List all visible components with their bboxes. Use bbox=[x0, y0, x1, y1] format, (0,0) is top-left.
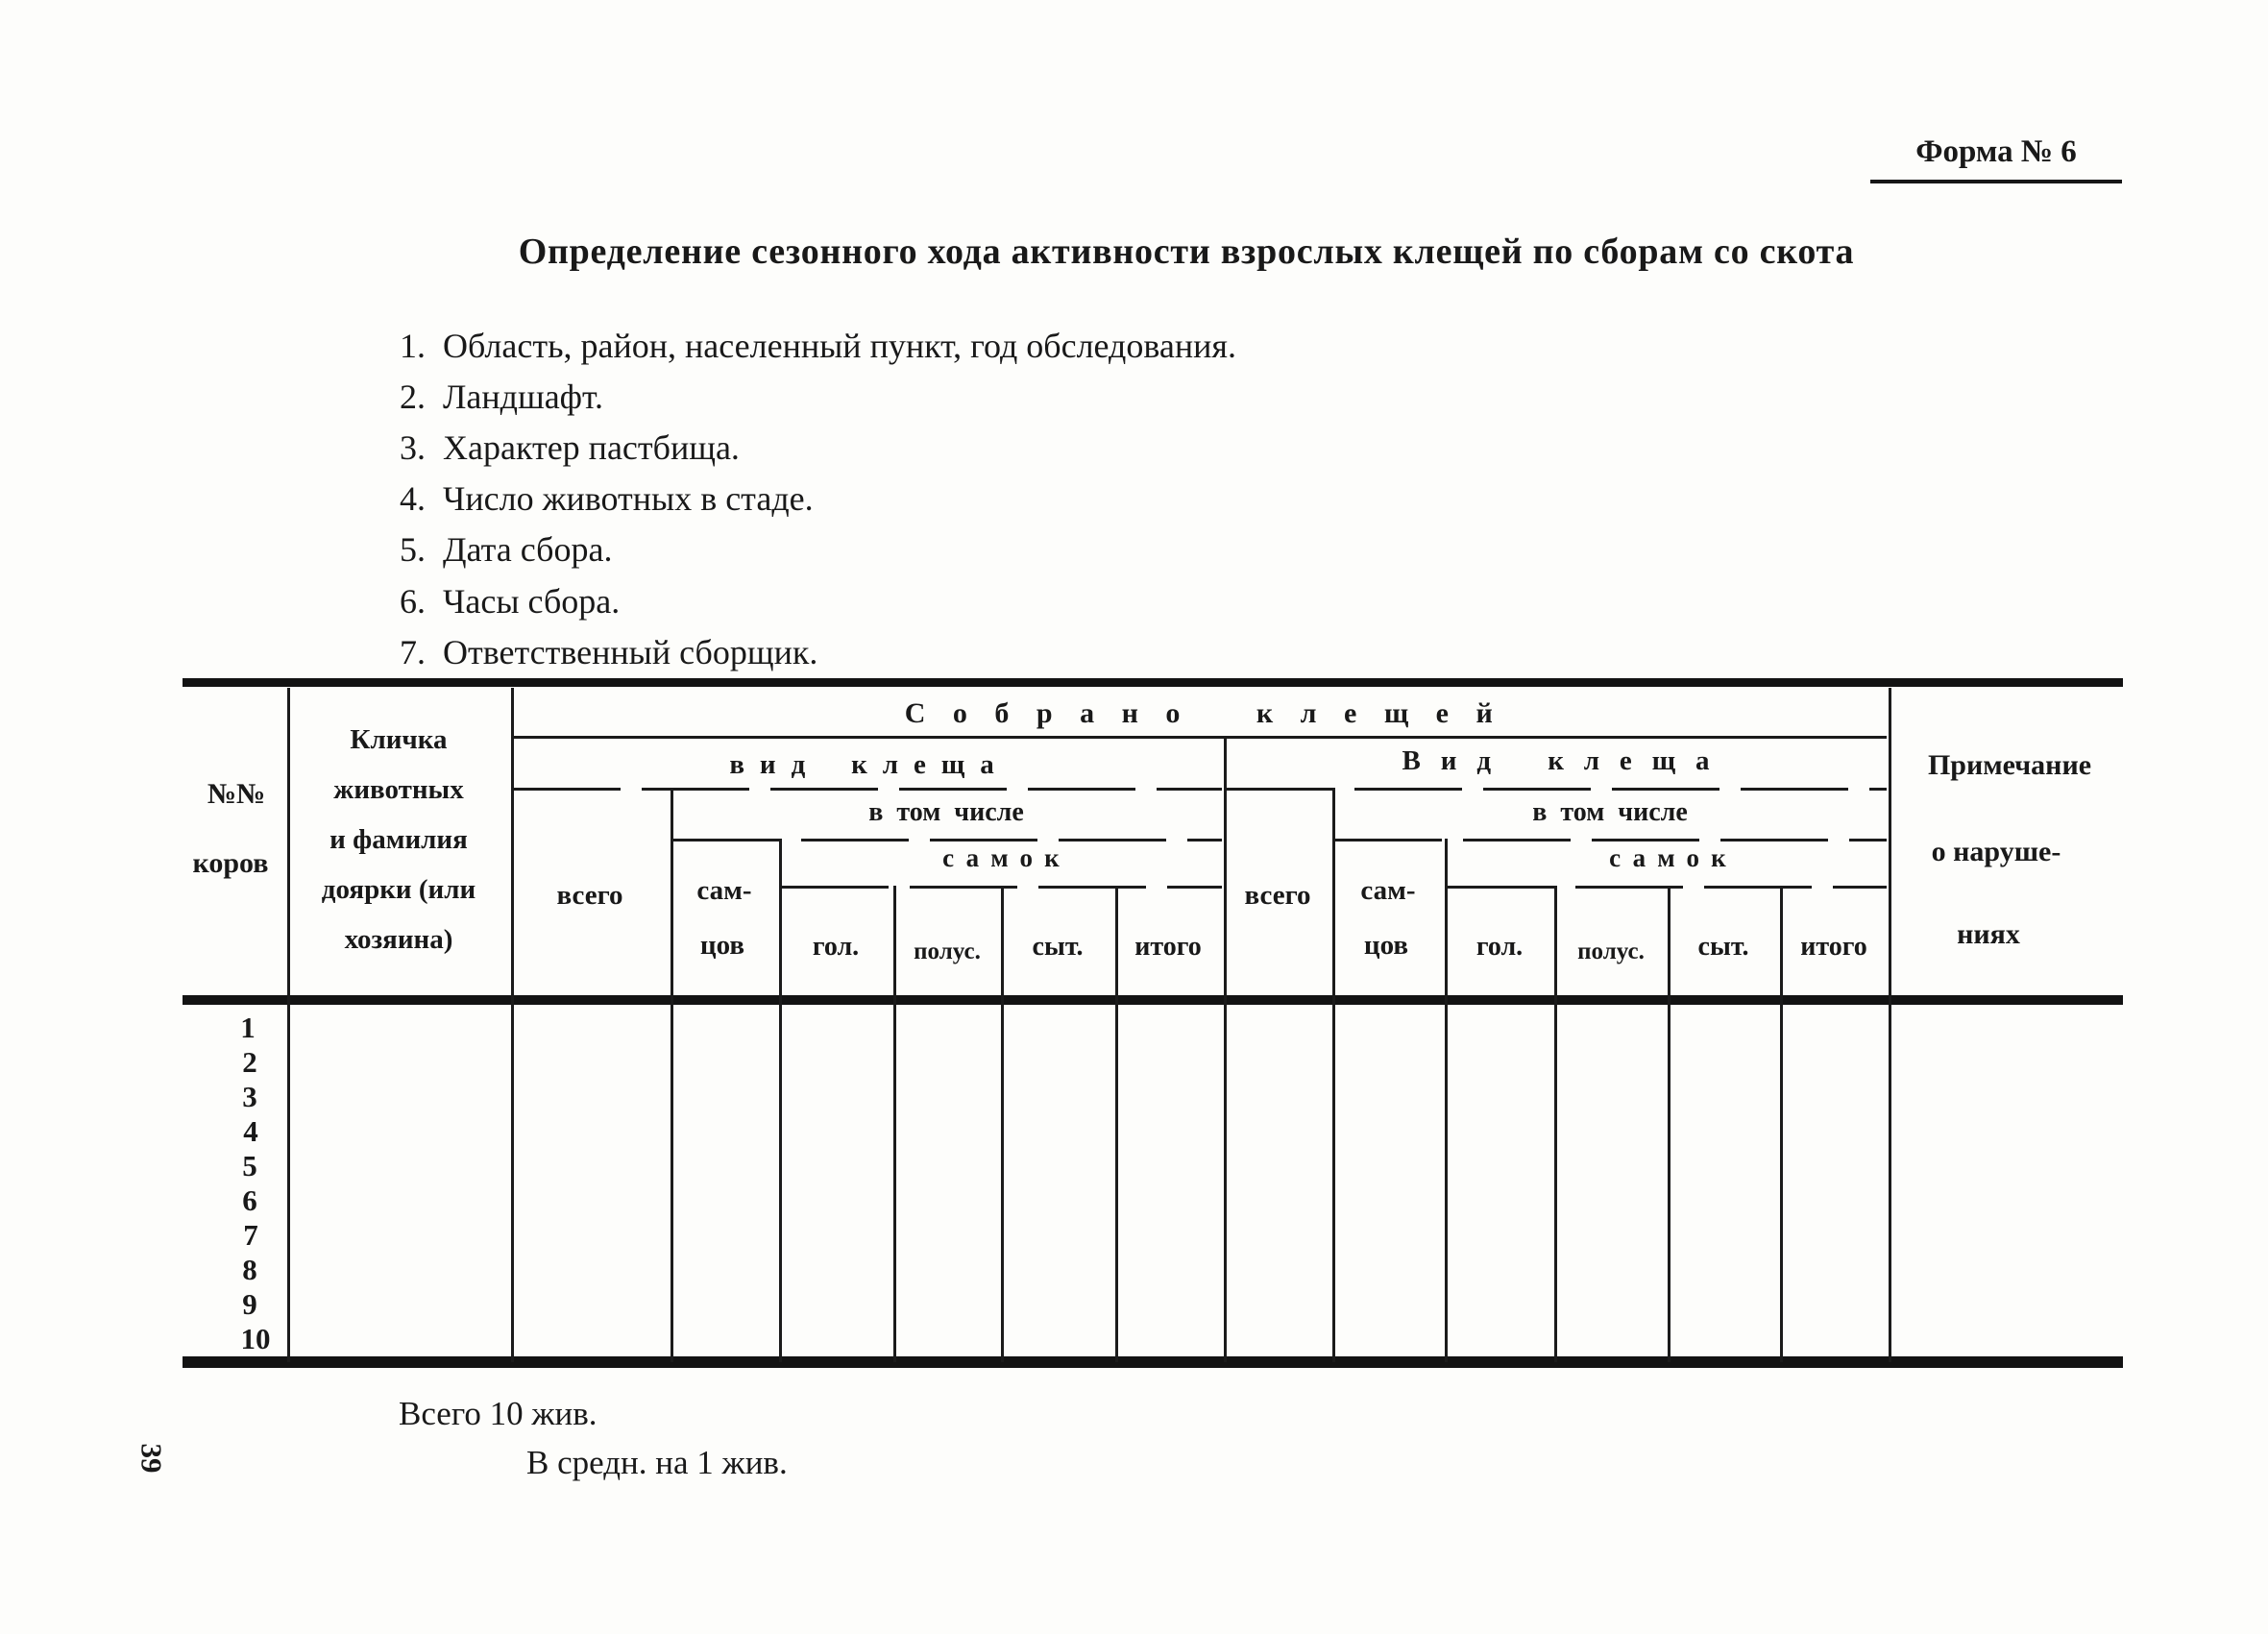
list-item-text: Область, район, населенный пункт, год обследования. bbox=[443, 327, 1236, 365]
col-header-subtotal-right: итого bbox=[1800, 932, 1867, 962]
list-item-number: 2. bbox=[400, 378, 426, 416]
row-number: 7 bbox=[243, 1218, 258, 1252]
header-collected: Собрано клещей bbox=[904, 697, 1521, 729]
column-line bbox=[287, 688, 290, 1362]
column-line bbox=[1001, 886, 1004, 1362]
list-item-text: Дата сбора. bbox=[443, 530, 613, 569]
header-females-right: самок bbox=[1609, 843, 1738, 872]
column-line bbox=[1445, 839, 1448, 1362]
header-num-col-line1: №№ bbox=[207, 778, 266, 810]
list-item bbox=[379, 581, 620, 622]
column-line bbox=[1115, 886, 1118, 1362]
header-species-left: вид клеща bbox=[729, 749, 1010, 780]
row-number: 8 bbox=[242, 1253, 257, 1286]
list-item-number: 7. bbox=[400, 633, 426, 671]
page-number: 39 bbox=[134, 1443, 169, 1474]
form-title: Определение сезонного хода активности взрослых клещей по сборам со скота bbox=[518, 232, 1855, 272]
rule-under-females-right bbox=[1447, 886, 1887, 889]
header-name-col-line: и фамилия bbox=[329, 824, 468, 855]
table-header-bottom-rule bbox=[183, 995, 2123, 1005]
form-number-label: Форма № 6 bbox=[1870, 134, 2122, 183]
rule-under-including-left bbox=[672, 839, 1222, 841]
column-line bbox=[1224, 736, 1227, 1362]
header-name-col-line: доярки (или bbox=[321, 874, 476, 905]
list-item-text: Ландшафт. bbox=[443, 378, 604, 416]
header-name-col-line: хозяина) bbox=[344, 924, 453, 955]
col-header-engorged-right: сыт. bbox=[1697, 932, 1749, 962]
col-header-males-right-bottom: цов bbox=[1363, 930, 1409, 961]
row-number: 6 bbox=[242, 1183, 257, 1217]
col-header-hungry-right: гол. bbox=[1475, 932, 1524, 962]
column-line bbox=[1889, 688, 1891, 1362]
col-header-halffed-left: полус. bbox=[914, 939, 981, 964]
row-number: 1 bbox=[240, 1011, 256, 1044]
list-item-text: Число животных в стаде. bbox=[443, 479, 814, 518]
list-item-number: 1. bbox=[400, 327, 426, 365]
col-header-total-left: всего bbox=[556, 880, 623, 911]
table-top-rule bbox=[183, 678, 2123, 687]
table-bottom-rule bbox=[183, 1356, 2123, 1368]
list-item bbox=[379, 632, 817, 672]
col-header-subtotal-left: итого bbox=[1134, 932, 1202, 962]
note-header-line: о наруше- bbox=[1931, 836, 2061, 867]
list-item-number: 4. bbox=[400, 479, 426, 518]
header-including-left: в том числе bbox=[868, 797, 1024, 827]
column-line bbox=[1668, 886, 1671, 1362]
row-number: 5 bbox=[242, 1149, 257, 1183]
list-item bbox=[379, 478, 814, 519]
row-number: 3 bbox=[242, 1080, 257, 1113]
header-num-col-line2: коров bbox=[192, 847, 269, 879]
rule-under-including-right bbox=[1334, 839, 1887, 841]
list-item-number: 3. bbox=[400, 428, 426, 467]
list-item-text: Часы сбора. bbox=[443, 582, 621, 621]
col-header-males-left-top: сам- bbox=[696, 875, 752, 906]
row-number: 2 bbox=[242, 1045, 257, 1079]
col-header-halffed-right: полус. bbox=[1577, 939, 1645, 964]
note-header-line: Примечание bbox=[1927, 749, 2092, 781]
list-item bbox=[379, 529, 612, 570]
list-item bbox=[379, 427, 740, 468]
column-line bbox=[511, 688, 514, 1362]
col-header-hungry-left: гол. bbox=[812, 932, 860, 962]
column-line bbox=[671, 788, 673, 1362]
list-item-number: 5. bbox=[400, 530, 426, 569]
column-line bbox=[779, 839, 782, 1362]
list-item bbox=[379, 377, 603, 417]
column-line bbox=[1332, 788, 1335, 1362]
col-header-males-left-bottom: цов bbox=[699, 930, 745, 961]
header-name-col-line: Кличка bbox=[350, 724, 448, 755]
col-header-engorged-left: сыт. bbox=[1032, 932, 1084, 962]
row-number: 9 bbox=[242, 1287, 257, 1321]
list-item-number: 6. bbox=[400, 582, 426, 621]
column-line bbox=[893, 886, 896, 1362]
note-header-line: ниях bbox=[1957, 918, 2020, 950]
header-including-right: в том числе bbox=[1532, 797, 1688, 827]
column-line bbox=[1780, 886, 1783, 1362]
row-number: 10 bbox=[240, 1322, 271, 1355]
footer-average-line: В средн. на 1 жив. bbox=[526, 1444, 788, 1481]
col-header-males-right-top: сам- bbox=[1360, 875, 1416, 906]
header-females-left: самок bbox=[942, 843, 1071, 872]
column-line bbox=[1554, 886, 1557, 1362]
header-name-col-line: животных bbox=[333, 774, 464, 805]
row-number: 4 bbox=[243, 1114, 258, 1148]
rule-under-species-left bbox=[513, 788, 1222, 791]
list-item-text: Ответственный сборщик. bbox=[443, 633, 818, 671]
header-species-right: Вид клеща bbox=[1402, 745, 1730, 776]
rule-under-species-right bbox=[1226, 788, 1887, 791]
footer-total-line: Всего 10 жив. bbox=[399, 1395, 597, 1432]
list-item bbox=[379, 326, 1236, 366]
list-item-text: Характер пастбища. bbox=[443, 428, 740, 467]
col-header-total-right: всего bbox=[1244, 880, 1311, 911]
rule-under-collected bbox=[513, 736, 1887, 739]
